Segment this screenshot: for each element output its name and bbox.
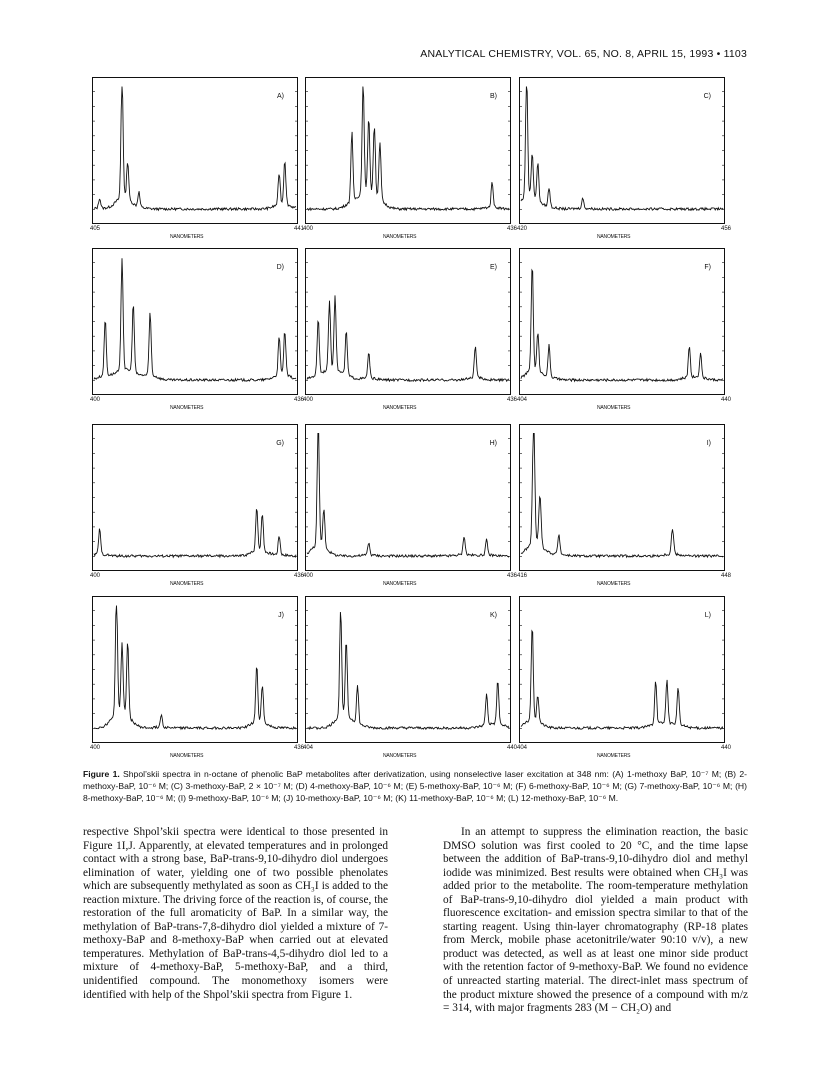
plot-frame	[520, 249, 725, 395]
panel-label: L)	[704, 612, 711, 619]
spectrum-plot	[92, 596, 298, 743]
x-axis-max-label: 440	[720, 397, 731, 403]
spectrum-plot	[92, 424, 298, 571]
panel-label: F)	[704, 264, 711, 271]
spectrum-plot	[305, 77, 511, 224]
spectrum-panel	[517, 77, 731, 244]
spectrum-line	[521, 270, 723, 381]
spectrum-line	[94, 87, 296, 211]
running-header: ANALYTICAL CHEMISTRY, VOL. 65, NO. 8, APRIL 15, 1993 • 1103	[420, 48, 747, 60]
spectrum-line	[521, 434, 723, 558]
spectrum-panel	[303, 424, 517, 591]
x-axis-min-label: 404	[517, 397, 528, 403]
body-text-right-column: In an attempt to suppress the elimination reaction, the basic DMSO solution was first cooled to 20 °C, and the time lapse between the addition of BaP-trans-9,10-dihydro diol and methyl iodide was minimized. Best results were obtained when CH₃I was added prior to the metabolite. The room-temperature methylation of BaP-trans-9,10-dihydro diol yielded a main product with fluorescence excitation- and emission spectra similar to that of the starting reagent. Using thin-layer chromatography (RP-18 plates from Merck, mobile phase acetonitrile/water 90:10 v/v), a new product was detected, as well as at least one minor side product with the retention factor of 9-methoxy-BaP. We found no evidence of unreacted starting material. The direct-inlet mass spectrum of the product mixture showed the presence of a compound with m/z = 314, with major fragments 283 (M − CH₂O) and	[443, 826, 748, 1015]
spectrum-panel	[90, 424, 304, 591]
spectrum-plot	[305, 248, 511, 395]
x-axis-max-label: 440	[720, 745, 731, 751]
x-axis-title: NANOMETERS	[383, 581, 417, 587]
x-axis-min-label: 400	[303, 397, 314, 403]
x-axis-title: NANOMETERS	[170, 753, 204, 759]
x-axis-max-label: 436	[293, 573, 304, 579]
x-axis-title: NANOMETERS	[383, 405, 417, 411]
caption-label: Figure 1.	[83, 769, 120, 779]
x-axis-min-label: 416	[517, 573, 528, 579]
figure-caption	[83, 768, 747, 804]
x-axis-title: NANOMETERS	[597, 581, 631, 587]
plot-frame	[306, 425, 511, 571]
caption-text: Shpol’skii spectra in n-octane of phenolic BaP metabolites after derivatization, using nonselective laser excitation at 348 nm: (A) 1-methoxy BaP, 10⁻⁷ M; (B) 2-methoxy-BaP, 10⁻⁶ M; (C) 3-methoxy-BaP, 2 × 10⁻⁷ M; (D) 4-methoxy-BaP, 10⁻⁶ M; (E) 5-methoxy-BaP, 10⁻⁶ M; (F) 6-methoxy-BaP, 10⁻⁶ M; (G) 7-methoxy-BaP, 10⁻⁶ M; (H) 8-methoxy-BaP, 10⁻⁶ M; (I) 9-methoxy-BaP, 10⁻⁶ M; (J) 10-methoxy-BaP, 10⁻⁶ M; (K) 11-methoxy-BaP, 10⁻⁶ M; (L) 12-methoxy-BaP, 10⁻⁶ M.	[83, 769, 747, 803]
x-axis-min-label: 400	[303, 573, 314, 579]
x-axis-title: NANOMETERS	[597, 234, 631, 240]
x-axis-title: NANOMETERS	[383, 234, 417, 240]
spectrum-plot	[92, 248, 298, 395]
spectrum-line	[94, 509, 296, 557]
panel-label: J)	[278, 612, 284, 619]
x-axis-max-label: 436	[506, 573, 517, 579]
spectrum-plot	[519, 248, 725, 395]
x-axis-title: NANOMETERS	[597, 753, 631, 759]
panel-label: D)	[276, 264, 284, 271]
x-axis-min-label: 400	[90, 745, 101, 751]
body-text-left-column: respective Shpol’skii spectra were identical to those presented in Figure 1I,J. Apparently, at elevated temperatures and in prolonged contact with a strong base, BaP-trans-9,10-dihydro diol undergoes elimination of water, yielding one of two possible phenolates which are subsequently methylated as soon as CH₃I is added to the reaction mixture. The driving force of the reaction is, of course, the restoration of the full aromaticity of BaP. In a similar way, the methylation of BaP-trans-7,8-dihydro diol yielded a mixture of 7-methoxy-BaP and 8-methoxy-BaP when carried out at elevated temperatures. Methylation of BaP-trans-4,5-dihydro diol led to a mixture of 4-methoxy-BaP, 5-methoxy-BaP, and a third, unidentified compound. The monomethoxy isomers were identified with help of the Shpol’skii spectra from Figure 1.	[83, 826, 388, 1001]
x-axis-max-label: 456	[720, 226, 731, 232]
spectrum-line	[94, 606, 296, 730]
panel-label: K)	[490, 612, 497, 619]
panel-label: E)	[490, 264, 497, 271]
x-axis-title: NANOMETERS	[170, 581, 204, 587]
x-axis-max-label: 436	[293, 397, 304, 403]
x-axis-min-label: 400	[90, 397, 101, 403]
x-axis-max-label: 448	[720, 573, 731, 579]
spectrum-plot	[519, 596, 725, 743]
plot-frame	[93, 425, 298, 571]
panel-label: A)	[277, 93, 284, 100]
panel-label: I)	[706, 440, 711, 447]
plot-frame	[306, 78, 511, 224]
spectrum-line	[307, 612, 509, 729]
spectrum-panel	[90, 77, 304, 244]
x-axis-min-label: 405	[90, 226, 101, 232]
x-axis-min-label: 400	[303, 226, 314, 232]
x-axis-title: NANOMETERS	[383, 753, 417, 759]
x-axis-min-label: 404	[303, 745, 314, 751]
spectrum-plot	[305, 424, 511, 571]
spectrum-panel	[303, 248, 517, 415]
panel-label: B)	[490, 93, 497, 100]
x-axis-max-label: 441	[293, 226, 304, 232]
spectrum-panel	[517, 248, 731, 415]
spectrum-panel	[303, 77, 517, 244]
panel-label: H)	[489, 440, 497, 447]
spectrum-plot	[519, 424, 725, 571]
spectrum-plot	[92, 77, 298, 224]
x-axis-min-label: 404	[517, 745, 528, 751]
spectrum-line	[307, 87, 509, 211]
spectrum-line	[307, 434, 509, 558]
spectrum-panel	[517, 424, 731, 591]
spectrum-plot	[305, 596, 511, 743]
x-axis-title: NANOMETERS	[170, 234, 204, 240]
spectrum-panel	[517, 596, 731, 763]
plot-frame	[520, 425, 725, 571]
spectrum-panel	[90, 248, 304, 415]
x-axis-max-label: 440	[506, 745, 517, 751]
plot-frame	[520, 597, 725, 743]
spectrum-panel	[303, 596, 517, 763]
spectrum-line	[94, 258, 296, 381]
x-axis-max-label: 436	[506, 226, 517, 232]
x-axis-min-label: 420	[517, 226, 528, 232]
spectrum-line	[307, 295, 509, 381]
x-axis-max-label: 436	[293, 745, 304, 751]
x-axis-min-label: 400	[90, 573, 101, 579]
spectrum-plot	[519, 77, 725, 224]
spectrum-line	[521, 631, 723, 729]
panel-label: G)	[276, 440, 284, 447]
panel-label: C)	[703, 93, 711, 100]
x-axis-title: NANOMETERS	[597, 405, 631, 411]
x-axis-max-label: 436	[506, 397, 517, 403]
x-axis-title: NANOMETERS	[170, 405, 204, 411]
spectrum-panel	[90, 596, 304, 763]
spectrum-line	[521, 87, 723, 211]
